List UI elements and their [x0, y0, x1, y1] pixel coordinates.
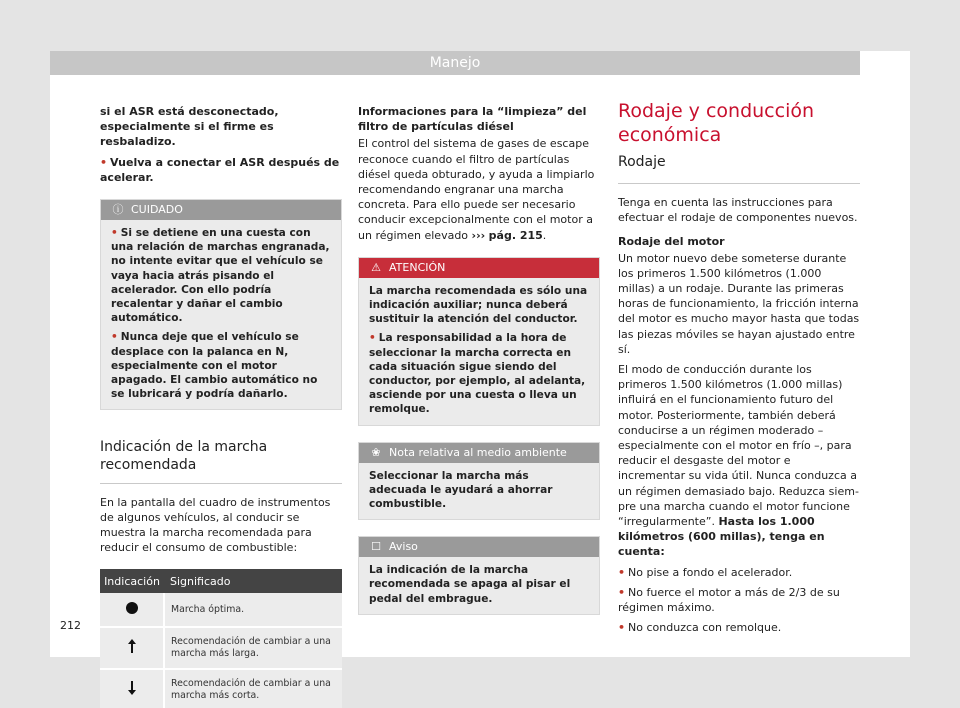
note-header: ☐ Aviso: [359, 537, 599, 557]
table-row: [100, 669, 342, 708]
bullet-icon: •: [618, 565, 626, 579]
intro-text: si el ASR está desconectado, especialmente si el firme es resbaladizo.: [100, 105, 279, 149]
table-cell: Recomendación de cambiar a una marcha más corta.: [164, 669, 342, 708]
bullet-icon: •: [618, 585, 626, 599]
section-heading-block: [100, 438, 342, 484]
bullet-icon: •: [111, 331, 118, 344]
info-circle-icon: ⓘ: [112, 203, 124, 217]
chapter-subtitle: Rodaje: [618, 154, 666, 170]
warning-box: [358, 257, 600, 426]
arrow-down-icon: [100, 669, 164, 708]
paragraph: El modo de conducción durante los primeros 1.500 kilómetros (1.000 millas) influirá en el funcionamiento futuro del motor. Posteriormente, también deberá conducirse a un régimen moderado – especialmente con el motor en frío –, para reducir el desgaste del motor e incrementar su vida útil. Nunca conduzca a un régimen demasiado bajo. Reduzca siempre una marcha cuando el motor funcione “irregularmente”. Hasta los 1.000 kilómetros (600 millas), tenga en cuenta:: [618, 363, 859, 559]
leaf-icon: ❀: [371, 445, 381, 459]
note-icon: ☐: [371, 540, 381, 554]
intro-paragraph: Tenga en cuenta las instrucciones para efectuar el rodaje de componentes nuevos.: [618, 196, 858, 225]
dpf-text: El control del sistema de gases de escape reconoce cuando el filtro de partículas diésel queda obturado, y ayuda a limpiarlo recomendando engranar una marcha concreta. Para ello puede ser necesario conducir excepcionalmente con el motor a un régimen elevado ››› pág. 215.: [358, 137, 595, 242]
column-3: [618, 99, 860, 640]
chapter-title: Rodaje y conducción económica: [618, 100, 815, 146]
page-ref-link[interactable]: pág. 215: [488, 228, 543, 242]
section-text: En la pantalla del cuadro de instrumentos de algunos vehículos, al conducir se muestra la marcha recomendada para reducir el consumo de combustible:: [100, 496, 331, 555]
warning-header: ⚠ ATENCIÓN: [359, 258, 599, 278]
bullet-icon: •: [618, 621, 626, 635]
list-item: • No pise a fondo el acelerador.: [618, 565, 793, 579]
environment-header: ❀ Nota relativa al medio ambiente: [359, 443, 599, 463]
environment-body: Seleccionar la marcha más adecuada le ayudará a ahorrar combustible.: [369, 469, 553, 511]
bullet-icon: •: [369, 332, 376, 345]
section-heading: Indicación de la marcha recomendada: [100, 439, 268, 474]
bullet-icon: •: [100, 155, 108, 169]
bullet-icon: •: [111, 227, 118, 240]
note-box: [358, 536, 600, 615]
ref-arrows: ›››: [471, 228, 486, 242]
table-row: [100, 627, 342, 669]
warning-triangle-icon: ⚠: [371, 260, 381, 274]
column-1: [100, 104, 342, 708]
chapter-heading-block: [618, 99, 860, 184]
environment-box: [358, 442, 600, 521]
warning-body: La marcha recomendada es sólo una indicación auxiliar; nunca deberá sustituir la atención del conductor. • La responsabilidad a la hora de seleccionar la marcha correcta en cada situación sigue siendo del conductor, por ejemplo, al adelanta, asciende por una cuesta o lleva un remolque.: [369, 284, 588, 416]
page-header: Manejo: [50, 51, 860, 75]
caution-header: ⓘ CUIDADO: [101, 200, 341, 220]
table-cell: Marcha óptima.: [164, 593, 342, 627]
caution-body: • Si se detiene en una cuesta con una relación de marchas engranada, no intente evitar que el vehículo se vaya hacia atrás pisando el acelerador. Con ello podría recalentar y dañar el cambio automático. • Nunca deje que el vehículo se desplace con la palanca en N, especialmente con el motor apagado. El cambio automático no se lubricará y podría dañarlo.: [111, 227, 330, 401]
subheading: Rodaje del motor: [618, 235, 725, 249]
note-body: La indicación de la marcha recomendada se apaga al pisar el pedal del embrague.: [369, 564, 571, 605]
intro-bullet: • Vuelva a conectar el ASR después de acelerar.: [100, 155, 340, 184]
circle-icon: [100, 593, 164, 627]
gear-table: [100, 569, 342, 708]
arrow-up-icon: [100, 627, 164, 669]
column-2: [358, 104, 600, 615]
page-number: 212: [60, 619, 81, 632]
caution-box: [100, 199, 342, 410]
paragraph: Un motor nuevo debe someterse durante los primeros 1.500 kilómetros (1.000 millas) a un rodaje. Durante las primeras horas de funcionamiento, la fricción interna del motor es mucho mayor hasta que todas las piezas móviles se hayan ajustado entre sí.: [618, 251, 860, 356]
list-item: • No fuerce el motor a más de 2/3 de su régimen máximo.: [618, 585, 840, 615]
table-header: Indicación: [100, 569, 164, 593]
table-row: [100, 593, 342, 627]
table-header-row: [100, 569, 342, 593]
list-item: • No conduzca con remolque.: [618, 621, 782, 635]
table-cell: Recomendación de cambiar a una marcha más larga.: [164, 627, 342, 669]
dpf-heading: Informaciones para la “limpieza” del filtro de partículas diésel: [358, 105, 587, 134]
table-header: Significado: [164, 569, 342, 593]
